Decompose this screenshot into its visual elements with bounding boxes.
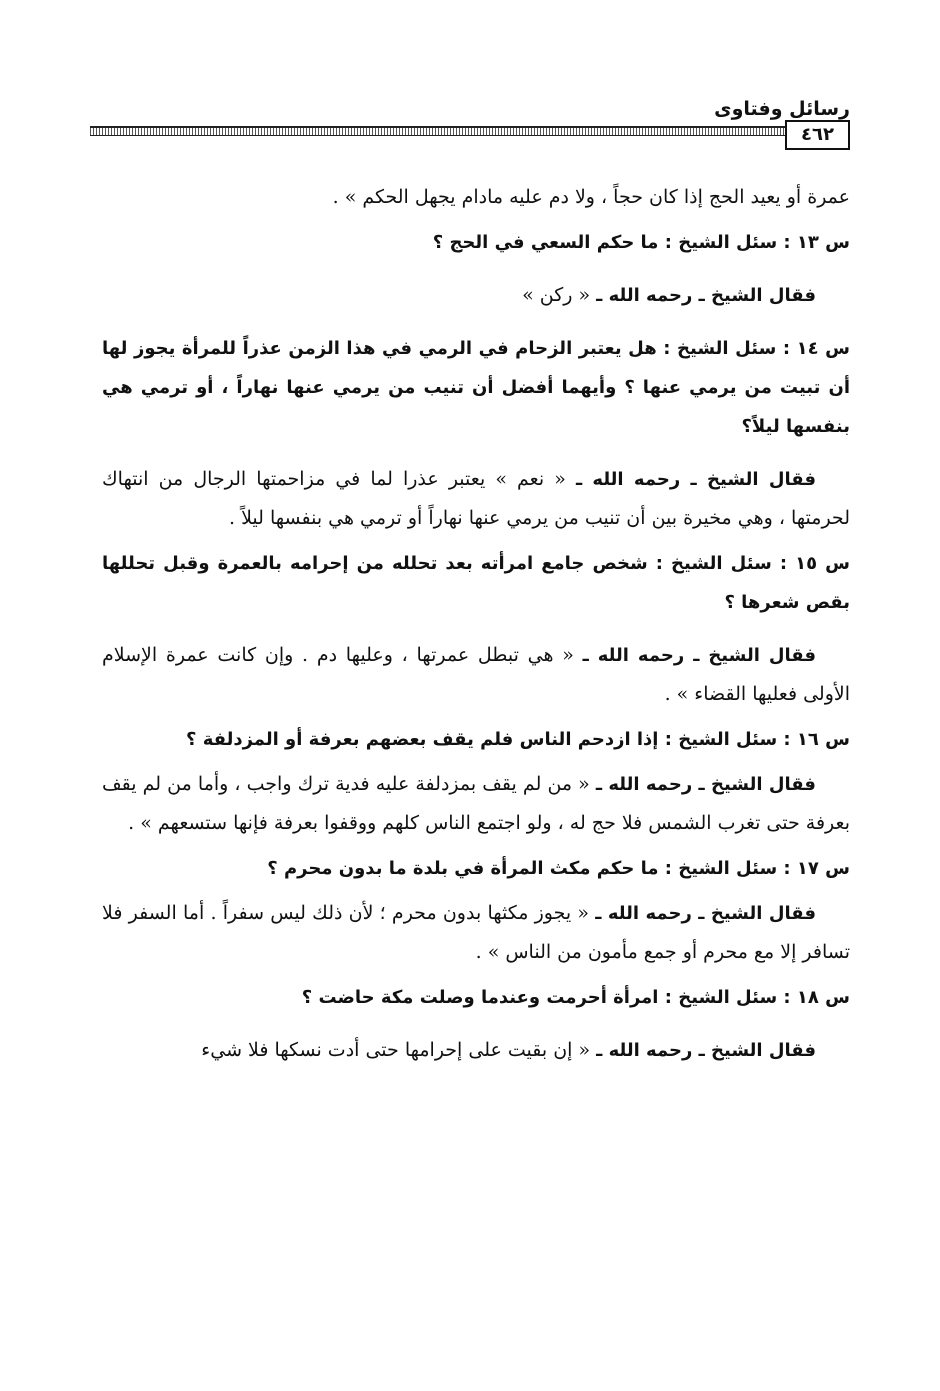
answer-text: « ركن » (522, 284, 591, 306)
answer-13 (102, 276, 850, 315)
question-label: س ١٨ : سئل الشيخ : (664, 987, 850, 1008)
question-16 (102, 720, 850, 759)
answer-lead: فقال الشيخ ـ رحمه الله ـ (582, 645, 816, 666)
question-text: إذا ازدحم الناس فلم يقف بعضهم بعرفة أو المزدلفة ؟ (186, 729, 659, 750)
answer-15 (102, 636, 850, 714)
answer-lead: فقال الشيخ ـ رحمه الله ـ (596, 1040, 816, 1061)
question-text: امرأة أحرمت وعندما وصلت مكة حاضت ؟ (301, 987, 659, 1008)
answer-text: « إن بقيت على إحرامها حتى أدت نسكها فلا شيء (201, 1039, 591, 1061)
answer-lead: فقال الشيخ ـ رحمه الله ـ (596, 285, 816, 306)
question-label: س ١٦ : سئل الشيخ : (664, 729, 850, 750)
question-14 (102, 329, 850, 446)
question-label: س ١٥ : سئل الشيخ : (655, 553, 850, 574)
question-label: س ١٧ : سئل الشيخ : (664, 858, 850, 879)
question-label: س ١٤ : سئل الشيخ : (663, 338, 850, 359)
question-text: ما حكم السعي في الحج ؟ (432, 232, 659, 253)
answer-text: « من لم يقف بمزدلفة عليه فدية ترك واجب ، وأما من لم يقف بعرفة حتى تغرب الشمس فلا حج له ، ولو اجتمع الناس كلهم ووقفوا بعرفة فإنها ستسعهم » . (102, 773, 850, 834)
answer-18 (102, 1031, 850, 1070)
question-text: هل يعتبر الزحام في الرمي في هذا الزمن عذراً للمرأة يجوز لها أن تبيت من يرمي عنها ؟ وأيهما أفضل أن تنيب من يرمي عنها نهاراً ، أو ترمي هي بنفسها ليلاً؟ (102, 338, 850, 437)
running-title: رسائل وفتاوى (714, 98, 850, 120)
question-15 (102, 544, 850, 622)
question-label: س ١٣ : سئل الشيخ : (664, 232, 850, 253)
answer-14 (102, 460, 850, 538)
answer-text: « نعم » يعتبر عذرا لما في مزاحمتها الرجال من انتهاك لحرمتها ، وهي مخيرة بين أن تنيب من يرمي عنها نهاراً أو ترمي هي بنفسها ليلاً . (102, 468, 850, 529)
answer-text: « يجوز مكثها بدون محرم ؛ لأن ذلك ليس سفراً . أما السفر فلا تسافر إلا مع محرم أو جمع مأمون من الناس » . (102, 902, 850, 963)
page-content (102, 178, 850, 1070)
answer-17 (102, 894, 850, 972)
question-13 (102, 223, 850, 262)
question-17 (102, 849, 850, 888)
question-text: شخص جامع امرأته بعد تحلله من إحرامه بالعمرة وقبل تحللها بقص شعرها ؟ (102, 553, 850, 613)
header-rule (90, 126, 850, 136)
answer-lead: فقال الشيخ ـ رحمه الله ـ (575, 469, 816, 490)
question-text: ما حكم مكث المرأة في بلدة ما بدون محرم ؟ (267, 858, 659, 879)
answer-lead: فقال الشيخ ـ رحمه الله ـ (595, 903, 816, 924)
question-18 (102, 978, 850, 1017)
answer-lead: فقال الشيخ ـ رحمه الله ـ (595, 774, 816, 795)
page-number: ٤٦٢ (785, 120, 850, 150)
answer-16 (102, 765, 850, 843)
answer-text: « هي تبطل عمرتها ، وعليها دم . وإن كانت عمرة الإسلام الأولى فعليها القضاء » . (102, 644, 850, 705)
continuation-text: عمرة أو يعيد الحج إذا كان حجاً ، ولا دم عليه مادام يجهل الحكم » . (332, 186, 850, 208)
